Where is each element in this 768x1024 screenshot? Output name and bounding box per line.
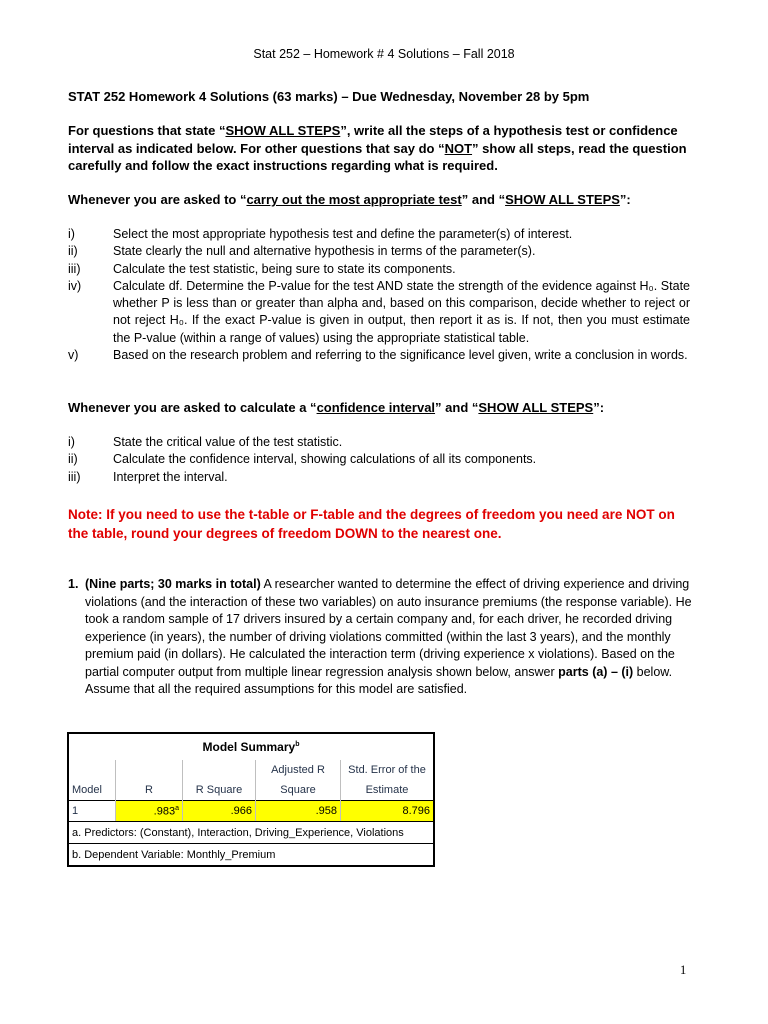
list-item-text: State clearly the null and alternative hypothesis in terms of the parameter(s).: [113, 244, 536, 259]
list-item-number: iv): [68, 278, 82, 293]
r-cell: .983$^a$: [116, 801, 183, 822]
list-item: [68, 469, 690, 486]
page-number: 1: [680, 963, 687, 977]
table-row: [69, 801, 433, 822]
r-square-cell: .966: [183, 801, 256, 822]
footnote-a: a. Predictors: (Constant), Interaction, Driving_Experience, Violations: [69, 822, 433, 844]
test-steps-list: [68, 226, 690, 364]
r-square-header: R Square: [183, 780, 256, 801]
list-item: [68, 451, 690, 468]
document-title: STAT 252 Homework 4 Solutions (63 marks) – Due Wednesday, November 28 by 5pm: [68, 89, 590, 104]
list-item-text: Interpret the interval.: [113, 469, 228, 484]
list-item: [68, 434, 690, 451]
r-header: R: [116, 780, 183, 801]
adjusted-r-square-cell: .958: [256, 801, 341, 822]
list-item: [68, 347, 690, 364]
list-item-number: iii): [68, 469, 81, 484]
question-number: 1.: [68, 577, 79, 591]
page-header: Stat 252 – Homework # 4 Solutions – Fall 2018: [253, 47, 515, 61]
instructions-paragraph: For questions that state “SHOW ALL STEPS”, write all the steps of a hypothesis test or confidence interval as indicated below. For other questions that say do “NOT” show all steps, read the question carefully and follow the exact instructions regarding what is required.: [68, 123, 687, 173]
footnote-b: b. Dependent Variable: Monthly_Premium: [69, 844, 433, 866]
list-item: [68, 243, 690, 260]
list-item-number: v): [68, 348, 79, 363]
list-item: [68, 278, 690, 347]
list-item-text: Select the most appropriate hypothesis test and define the parameter(s) of interest.: [113, 227, 573, 241]
degrees-of-freedom-note: Note: If you need to use the t-table or F-table and the degrees of freedom you need are NOT on the table, round your degrees of freedom DOWN to the nearest one.: [68, 507, 675, 541]
list-item-text: Calculate the test statistic, being sure to state its components.: [113, 261, 456, 276]
model-summary-table: Model Summary$^b$ Adjusted R Std. Error of the Model R R Square Square Estimate 1 .983$^a$ .966 .958 8.796 a. Predictors: (Constant), Interaction, Driving_Experience, Violations b. Dependent Variable: Monthly_Premium: [67, 732, 435, 867]
model-header: Model: [72, 784, 102, 796]
list-item-text: Calculate df. Determine the P-value for the test AND state the strength of the evidence against H₀. State whether P is less than or greater than alpha and, based on this comparison, decide whether to reject or not reject H₀. If the exact P-value is given in output, then report it as is. If not, then you must estimate the P-value (within a range of values) using the appropriate statistical table.: [113, 278, 690, 345]
list-item-number: ii): [68, 244, 78, 259]
test-steps-heading: Whenever you are asked to “carry out the most appropriate test” and “SHOW ALL STEPS”:: [68, 192, 631, 207]
question-1: [68, 576, 698, 699]
question-text: (Nine parts; 30 marks in total) A researcher wanted to determine the effect of driving experience and driving violations (and the interaction of these two variables) on auto insurance premiums (the response variable). He took a random sample of 17 drivers insured by a certain company and, for each driver, he recorded driving experience (in years), the number of driving violations committed (within the last 3 years), and the monthly premium paid (in dollars). He calculated the interaction term (driving experience x violations). Based on the partial computer output from multiple linear regression analysis shown below, answer parts (a) – (i) below. Assume that all the required assumptions for this model are satisfied.: [85, 577, 692, 696]
model-cell: 1: [69, 801, 116, 822]
table-title: Model Summary$^b$: [202, 740, 300, 754]
list-item-number: ii): [68, 452, 78, 467]
ci-steps-heading: Whenever you are asked to calculate a “confidence interval” and “SHOW ALL STEPS”:: [68, 400, 605, 415]
list-item-text: Based on the research problem and referring to the significance level given, write a conclusion in words.: [113, 348, 688, 363]
list-item-number: iii): [68, 261, 81, 276]
list-item-text: Calculate the confidence interval, showing calculations of all its components.: [113, 452, 537, 467]
list-item-number: i): [68, 227, 75, 241]
std-error-cell: 8.796: [341, 801, 434, 822]
list-item-number: i): [68, 435, 75, 449]
ci-steps-list: [68, 434, 690, 486]
list-item: [68, 226, 690, 243]
list-item: [68, 261, 690, 278]
std-error-header: Std. Error of the: [341, 760, 434, 780]
adjusted-r-header: Adjusted R: [256, 760, 341, 780]
list-item-text: State the critical value of the test statistic.: [113, 435, 343, 449]
